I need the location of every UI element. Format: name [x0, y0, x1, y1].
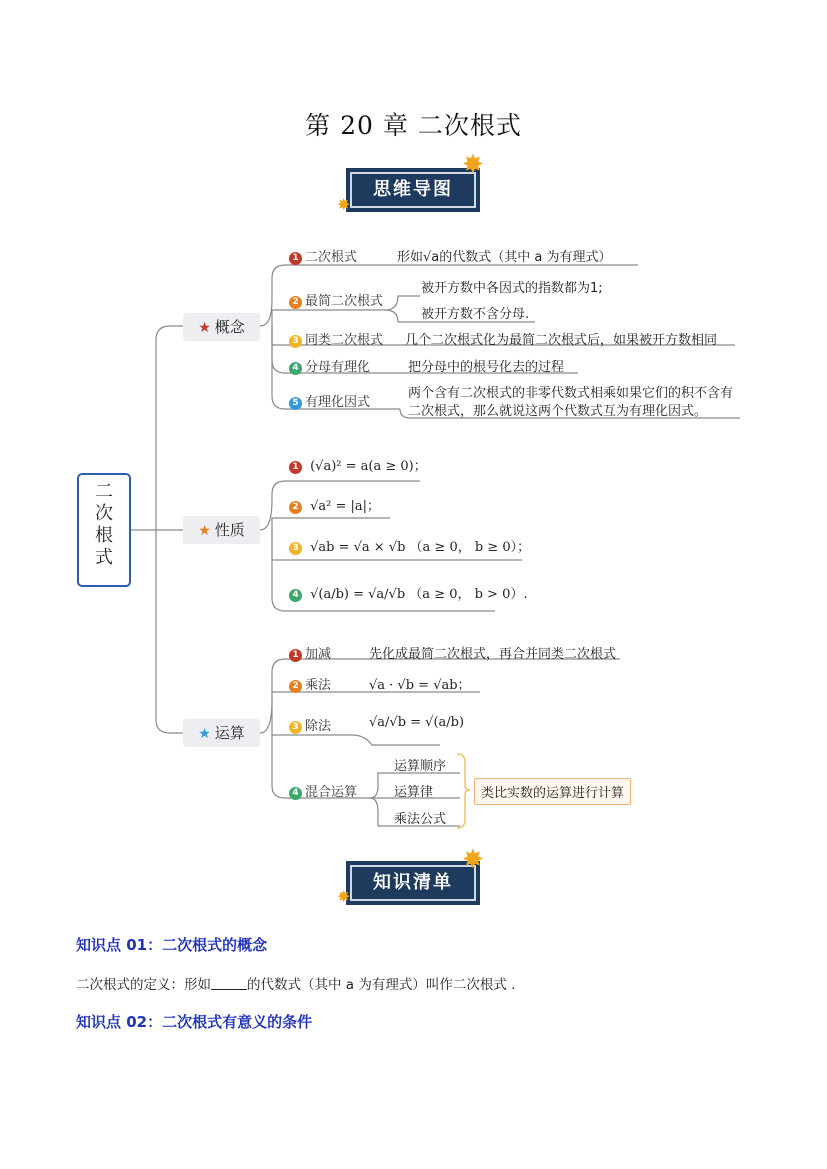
red-star-icon: ★	[198, 320, 211, 336]
branch-concept[interactable]	[183, 313, 260, 341]
concept-item	[289, 246, 357, 265]
concept-item-desc: 被开方数中各因式的指数都为1;	[421, 281, 603, 296]
definition-text: 的代数式（其中 a 为有理式）叫作二次根式 .	[247, 977, 516, 993]
section-paragraph	[76, 973, 515, 993]
operation-formula: √a/√b = √(a/b)	[369, 715, 465, 730]
concept-item-label: 二次根式	[305, 250, 358, 265]
concept-item-desc: 几个二次根式化为最简二次根式后，如果被开方数相同	[405, 333, 718, 348]
number-badge: 3	[289, 721, 302, 734]
section-heading: 知识点 02：二次根式有意义的条件	[76, 1013, 313, 1031]
number-badge: 1	[289, 461, 302, 474]
mixed-sub-item: 乘法公式	[394, 812, 447, 827]
concept-item-desc: 被开方数不含分母.	[421, 307, 530, 322]
mindmap-banner-label: 思维导图	[373, 179, 453, 200]
operation-item	[289, 781, 357, 800]
operation-item-desc: 先化成最简二次根式，再合并同类二次根式	[369, 647, 617, 662]
branch-property[interactable]	[183, 516, 260, 544]
number-badge: 3	[289, 542, 302, 555]
operation-item-label: 乘法	[305, 678, 332, 693]
branch-concept-label: 概念	[214, 318, 245, 336]
property-formula: √(a/b) = √a/√b （a ≥ 0， b > 0）.	[310, 587, 528, 602]
number-badge: 4	[289, 362, 302, 375]
number-badge: 2	[289, 501, 302, 514]
concept-item-label: 同类二次根式	[305, 333, 384, 348]
property-formula: (√a)² = a(a ≥ 0)；	[310, 459, 427, 474]
number-badge: 5	[289, 397, 302, 410]
central-node	[77, 473, 131, 587]
property-formula: √a² = |a|；	[310, 499, 381, 514]
number-badge: 4	[289, 589, 302, 602]
star-icon: ✸	[462, 845, 484, 875]
analogy-note: 类比实数的运算进行计算	[474, 778, 631, 805]
concept-item-desc: 把分母中的根号化去的过程	[408, 360, 565, 375]
concept-item-label: 最简二次根式	[305, 294, 384, 309]
section-heading: 知识点 01：二次根式的概念	[76, 936, 268, 954]
concept-item	[289, 290, 383, 309]
number-badge: 2	[289, 680, 302, 693]
concept-item-desc: 二次根式，那么就说这两个代数式互为有理化因式。	[408, 404, 708, 419]
mixed-sub-item: 运算律	[394, 785, 434, 800]
number-badge: 2	[289, 296, 302, 309]
central-node-label: 二次根式	[95, 481, 113, 568]
definition-text: 二次根式的定义：形如	[76, 977, 211, 993]
property-item	[289, 495, 380, 514]
operation-item	[289, 643, 331, 662]
operation-item	[289, 674, 331, 693]
star-icon: ✸	[337, 195, 351, 214]
orange-star-icon: ★	[198, 523, 211, 539]
knowledge-banner-label: 知识清单	[373, 872, 453, 893]
number-badge: 4	[289, 787, 302, 800]
concept-item	[289, 356, 370, 375]
page-title: 第 20 章 二次根式	[305, 111, 522, 140]
knowledge-banner	[346, 861, 480, 905]
number-badge: 1	[289, 649, 302, 662]
branch-operation[interactable]	[183, 719, 260, 747]
concept-item-desc: 形如√a的代数式（其中 a 为有理式）	[397, 250, 612, 265]
fill-blank	[211, 977, 247, 990]
property-item	[289, 455, 427, 474]
number-badge: 1	[289, 252, 302, 265]
operation-item-label: 加减	[305, 647, 332, 662]
property-item	[289, 583, 527, 602]
property-item	[289, 536, 530, 555]
concept-item-label: 分母有理化	[305, 360, 371, 375]
star-icon: ✸	[337, 887, 351, 906]
concept-item	[289, 391, 370, 410]
property-formula: √ab = √a × √b （a ≥ 0， b ≥ 0）；	[310, 540, 531, 555]
number-badge: 3	[289, 335, 302, 348]
concept-item-label: 有理化因式	[305, 395, 371, 410]
operation-formula: √a · √b = √ab；	[369, 678, 471, 693]
star-icon: ✸	[462, 150, 484, 180]
operation-item	[289, 715, 331, 734]
concept-item-desc: 两个含有二次根式的非零代数式相乘如果它们的积不含有	[408, 386, 734, 401]
operation-item-label: 除法	[305, 719, 332, 734]
blue-star-icon: ★	[198, 726, 211, 742]
mixed-sub-item: 运算顺序	[394, 759, 447, 774]
branch-operation-label: 运算	[214, 724, 245, 742]
operation-item-label: 混合运算	[305, 785, 358, 800]
concept-item	[289, 329, 383, 348]
branch-property-label: 性质	[214, 521, 245, 539]
